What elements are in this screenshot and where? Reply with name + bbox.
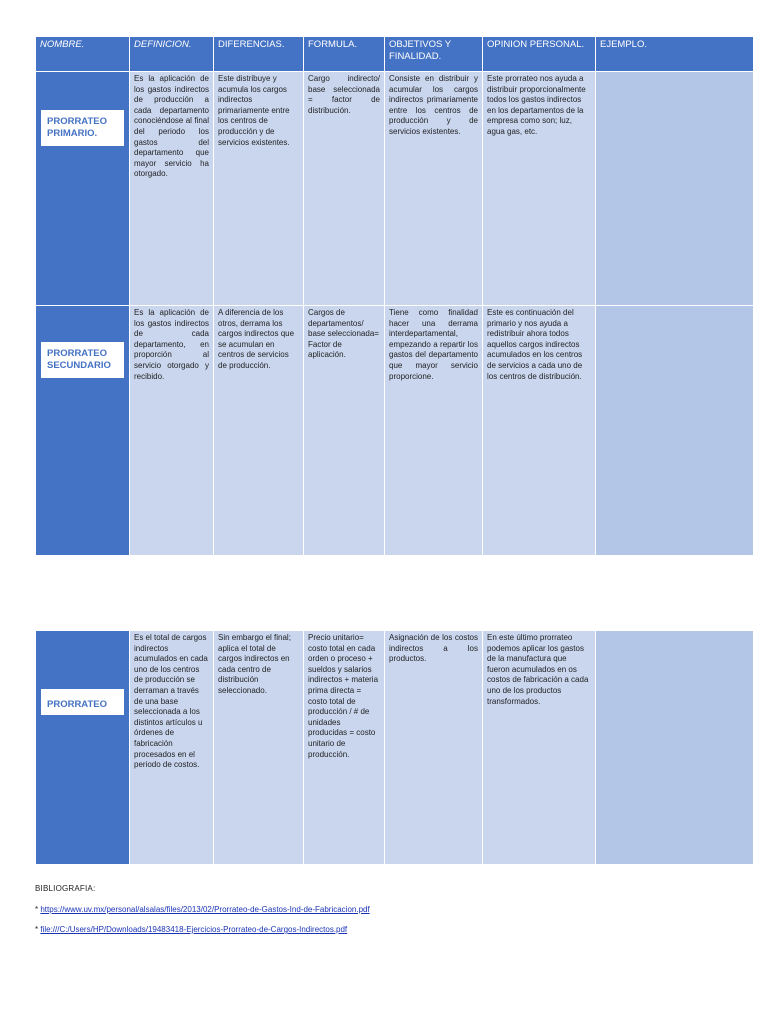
bibliography-entry bbox=[35, 905, 753, 914]
row-name-label: PRORRATEO bbox=[41, 689, 124, 715]
opinion-cell: En este último prorrateo podemos aplicar los gastos de la manufactura que fueron acumulados en os costos de fabricación a cada uno de los productos transformados. bbox=[483, 631, 596, 865]
objetivos-cell: Consiste en distribuir y acumular los cargos indirectos primariamente entre los centros de producción y de servicios existentes. bbox=[385, 72, 483, 306]
diferencias-cell: Este distribuye y acumula los cargos indirectos primariamente entre los centros de producción y de servicios existentes. bbox=[214, 72, 304, 306]
opinion-cell: Este prorrateo nos ayuda a distribuir proporcionalmente todos los gastos indirectos en los departamentos de la empresa como son; luz, agua gas, etc. bbox=[483, 72, 596, 306]
row-name-cell bbox=[36, 72, 130, 306]
prorrateo-table bbox=[35, 36, 754, 556]
row-name-cell bbox=[36, 306, 130, 556]
formula-cell: Precio unitario= costo total en cada orden o proceso + sueldos y salarios indirectos + materia prima directa = costo total de producción / # de unidades producidas = costo unitario de producción. bbox=[304, 631, 385, 865]
header-formula: FORMULA. bbox=[304, 37, 385, 72]
ejemplo-cell bbox=[596, 631, 754, 865]
bibliography-link[interactable]: file:///C:/Users/HP/Downloads/19483418-Ejercicios-Prorrateo-de-Cargos-Indirectos.pdf bbox=[40, 925, 348, 934]
table-row bbox=[36, 631, 754, 865]
objetivos-cell: Tiene como finalidad hacer una derrama interdepartamental, empezando a repartir los gastos del departamento que mayor servicio proporcione. bbox=[385, 306, 483, 556]
bullet: * bbox=[35, 925, 39, 934]
diferencias-cell: A diferencia de los otros, derrama los cargos indirectos que se acumulan en centros de servicios de producción. bbox=[214, 306, 304, 556]
table-row bbox=[36, 306, 754, 556]
bibliography-entry bbox=[35, 925, 753, 934]
header-definicion: DEFINICION. bbox=[130, 37, 214, 72]
opinion-cell: Este es continuación del primario y nos ayuda a redistribuir ahora todos aquellos cargos indirectos acumulados en los centros de servicios a cada uno de los centros de distribución. bbox=[483, 306, 596, 556]
ejemplo-cell bbox=[596, 72, 754, 306]
header-opinion: OPINION PERSONAL. bbox=[483, 37, 596, 72]
objetivos-cell: Asignación de los costos indirectos a los productos. bbox=[385, 631, 483, 865]
formula-cell: Cargo indirecto/ base seleccionada = factor de distribución. bbox=[304, 72, 385, 306]
header-objetivos: OBJETIVOS Y FINALIDAD. bbox=[385, 37, 483, 72]
bibliography-link[interactable]: https://www.uv.mx/personal/alsalas/files/2013/02/Prorrateo-de-Gastos-Ind-de-Fabricacion.pdf bbox=[40, 905, 370, 914]
definicion-cell: Es la aplicación de los gastos indirectos de producción a cada departamento conociéndose al final del periodo los gastos del departamento que mayor servicio ha otorgado. bbox=[130, 72, 214, 306]
header-nombre: NOMBRE. bbox=[36, 37, 130, 72]
definicion-cell: Es la aplicación de los gastos indirectos de cada departamento, en proporción al servicio otorgado y recibido. bbox=[130, 306, 214, 556]
prorrateo-table-continued bbox=[35, 630, 754, 865]
formula-cell: Cargos de departamentos/ base seleccionada= Factor de aplicación. bbox=[304, 306, 385, 556]
header-ejemplo: EJEMPLO. bbox=[596, 37, 754, 72]
bibliography bbox=[35, 884, 753, 945]
diferencias-cell: Sin embargo el final; aplica el total de cargos indirectos en cada centro de distribución seleccionado. bbox=[214, 631, 304, 865]
row-name-label: PRORRATEO SECUNDARIO bbox=[41, 342, 124, 378]
ejemplo-cell bbox=[596, 306, 754, 556]
row-name-label: PRORRATEO PRIMARIO. bbox=[41, 110, 124, 146]
bibliography-title: BIBLIOGRAFIA: bbox=[35, 884, 96, 893]
definicion-cell: Es el total de cargos indirectos acumulados en cada uno de los centros de producción se derraman a través de una base seleccionada a los distintos artículos u órdenes de fabricación procesados en el periodo de costos. bbox=[130, 631, 214, 865]
row-name-cell bbox=[36, 631, 130, 865]
bullet: * bbox=[35, 905, 39, 914]
table-header-row bbox=[36, 37, 754, 72]
header-diferencias: DIFERENCIAS. bbox=[214, 37, 304, 72]
table-row bbox=[36, 72, 754, 306]
